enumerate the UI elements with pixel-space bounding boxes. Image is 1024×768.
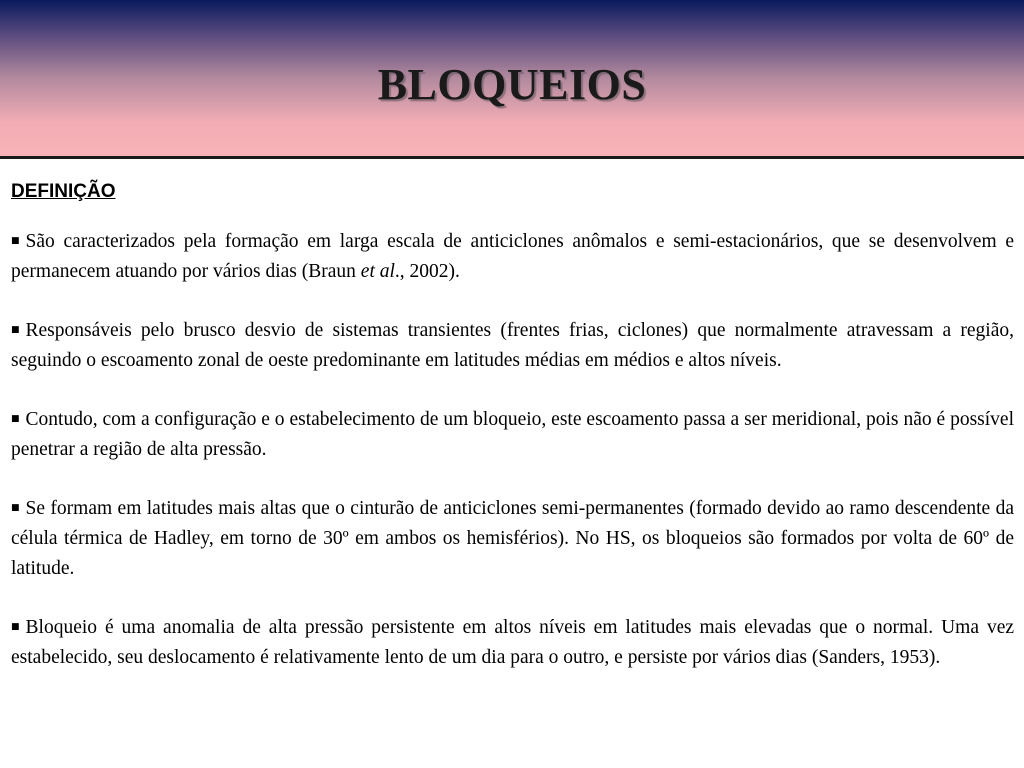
title-divider [0,156,1024,159]
bullet-paragraph [11,315,1014,376]
slide-body [11,180,1014,701]
paragraph-text: Se formam em latitudes mais altas que o cinturão de anticiclones semi-permanentes (formado devido ao ramo descendente da célula térmica de Hadley, em torno de 30º em ambos os hemisférios). No HS, os bloqueios são formados por volta de 60º de latitude. [11,498,1014,579]
paragraph-text: Contudo, com a configuração e o estabelecimento de um bloqueio, este escoamento passa a ser meridional, pois não é possível penetrar a região de alta pressão. [11,409,1014,460]
paragraph-text: ., 2002). [394,261,460,282]
square-bullet-icon: ■ [11,622,20,632]
paragraph-text: Responsáveis pelo brusco desvio de sistemas transientes (frentes frias, ciclones) que normalmente atravessam a região, seguindo o escoamento zonal de oeste predominante em latitudes médias em médios e altos níveis. [11,320,1014,371]
square-bullet-icon: ■ [11,236,20,246]
bullet-paragraph [11,493,1014,584]
bullet-paragraph [11,404,1014,465]
paragraph-italic: et al [360,261,395,282]
bullet-paragraph [11,226,1014,287]
square-bullet-icon: ■ [11,414,20,424]
bullet-paragraph [11,612,1014,673]
slide-title: BLOQUEIOS [377,60,647,109]
square-bullet-icon: ■ [11,325,20,335]
square-bullet-icon: ■ [11,503,20,513]
paragraph-text: São caracterizados pela formação em larga escala de anticiclones anômalos e semi-estacionários, que se desenvolvem e permanecem atuando por vários dias (Braun [11,231,1014,282]
section-heading: DEFINIÇÃO [11,181,116,202]
paragraph-text: Bloqueio é uma anomalia de alta pressão persistente em altos níveis em latitudes mais elevadas que o normal. Uma vez estabelecido, seu deslocamento é relativamente lento de um dia para o outro, e persiste por vários dias (Sanders, 1953). [11,617,1014,668]
